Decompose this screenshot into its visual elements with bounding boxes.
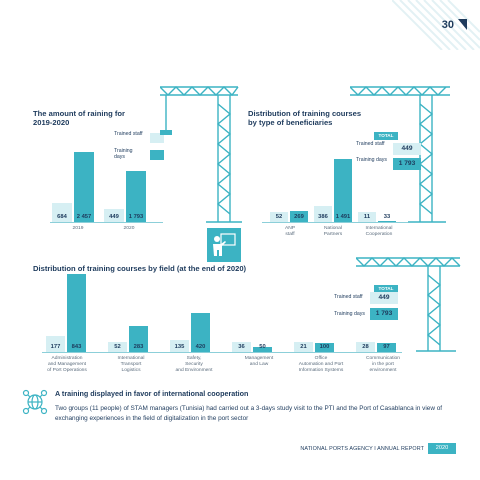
chart2-total-trained: 449: [393, 143, 421, 155]
chart-bar-training-days: [67, 274, 86, 352]
chart3-cat-communication: [356, 356, 410, 374]
chart-value-label: 52: [108, 342, 127, 352]
chart2-legend-days-label: Training days: [356, 157, 387, 163]
chart-value-label: 420: [191, 342, 210, 352]
footer-year-badge: 2020: [428, 443, 456, 454]
chart3-cat-management-line1: Management: [244, 356, 274, 361]
chart1-title: [33, 109, 125, 127]
chart2-cat-anp-line1: ANP: [284, 226, 296, 231]
chart-value-label: 135: [170, 342, 189, 352]
chart3-cat-administration: [36, 356, 98, 374]
chart2-axis: [262, 222, 408, 223]
chart1-title-line1: The amount of raining for: [33, 109, 125, 118]
chart-value-label: 36: [232, 342, 251, 352]
page-number: 30: [441, 19, 454, 31]
chart3-cat-administration-line2: and Management: [47, 362, 87, 367]
chart1-cat-2019: 2019: [72, 226, 84, 231]
chart1-title-line2: 2019-2020: [33, 118, 70, 127]
bottom-paragraph: Two groups (11 people) of STAM managers (Tunisia) had carried out a 3-days study visit to the PTI and the Port of Casablanca in view of exchanging experiences in the field of digitalization in the port sector: [55, 405, 443, 422]
chart-value-label: 50: [259, 344, 266, 350]
chart-value-label: 1 491: [335, 214, 351, 220]
chart-value-label: 21: [294, 342, 313, 352]
chart2-cat-international: [354, 226, 404, 238]
chart3-legend-trained-label: Trained staff: [334, 294, 363, 300]
chart1-axis: [50, 222, 163, 223]
chart3-cat-transport-line3: Logistics: [121, 368, 141, 373]
footer-text: NATIONAL PORTS AGENCY I ANNUAL REPORT: [300, 446, 424, 452]
chart2-cat-anp: [268, 226, 312, 238]
chart3-cat-office-line2: Automation and Port: [298, 362, 344, 367]
crane-icon: [356, 255, 462, 353]
chart3-cat-office-line3: Information Systems: [298, 368, 344, 373]
chart-value-label: 843: [67, 342, 86, 352]
chart-value-label: 52: [270, 212, 288, 222]
chart3-axis: [42, 352, 402, 353]
chart3-cat-communication-line3: environment: [369, 368, 397, 373]
chart-value-label: 684: [52, 212, 72, 222]
chart-value-label: 269: [294, 214, 304, 220]
chart2-title-line1: Distribution of training courses: [248, 109, 362, 118]
chart-value-label: 2 457: [74, 212, 94, 222]
chart3-cat-office-line1: Office: [314, 356, 328, 361]
chart-value-label: 11: [358, 212, 376, 222]
chart2-title: [248, 109, 361, 127]
chart-value-label: 97: [383, 344, 390, 350]
chart2-cat-international-line2: Cooperation: [365, 232, 393, 237]
chart2-cat-international-line1: International: [365, 226, 393, 231]
chart3-cat-administration-line3: of Port Operations: [47, 368, 87, 373]
bottom-heading: A training displayed in favor of international cooperation: [55, 389, 249, 398]
chart3-total-tag: TOTAL: [374, 285, 398, 293]
chart2-cat-anp-line2: staff: [285, 232, 295, 237]
teacher-icon: [207, 228, 241, 262]
chart2-legend-trained-label: Trained staff: [356, 141, 385, 147]
chart3-cat-transport-line1: International: [117, 356, 145, 361]
globe-network-icon: [22, 389, 48, 415]
chart-value-label: 449: [104, 212, 124, 222]
page-corner-triangle: [458, 19, 467, 30]
chart3-total-days: 1 793: [370, 308, 398, 320]
chart3-cat-communication-line2: in the port: [372, 362, 394, 367]
chart-value-label: 1 793: [126, 212, 146, 222]
chart2-total-tag: TOTAL: [374, 132, 398, 140]
chart3-cat-transport: [104, 356, 158, 374]
chart3-cat-transport-line2: Transport: [120, 362, 142, 367]
chart-value-label: 386: [314, 212, 332, 222]
chart3-cat-safety: [164, 356, 224, 374]
chart3-cat-management-line2: and Law: [249, 362, 269, 367]
chart1-legend-days-label: Training days: [114, 148, 133, 160]
chart-value-label: 100: [319, 344, 330, 350]
chart3-legend-days-label: Training days: [334, 311, 365, 317]
chart2-title-line2: by type of beneficiaries: [248, 118, 333, 127]
chart2-total-days: 1 793: [393, 158, 421, 170]
chart1-cat-2020: 2020: [123, 226, 135, 231]
chart2-cat-national: [311, 226, 355, 238]
chart1-legend-trained-label: Trained staff: [114, 131, 143, 137]
chart3-cat-office: [290, 356, 352, 374]
chart3-cat-management: [232, 356, 286, 368]
chart2-cat-national-line1: National: [324, 226, 342, 231]
chart3-cat-safety-line3: and Environment: [175, 368, 213, 373]
chart3-title: Distribution of training courses by field (at the end of 2020): [33, 264, 247, 273]
chart-value-label: 33: [383, 214, 391, 220]
chart3-total-trained: 449: [370, 292, 398, 304]
chart2-cat-national-line2: Partners: [323, 232, 343, 237]
crane-icon: [160, 84, 242, 224]
chart-value-label: 177: [46, 342, 65, 352]
chart3-cat-safety-line1: Safety,: [186, 356, 202, 361]
chart3-cat-safety-line2: Security: [185, 362, 203, 367]
chart-value-label: 28: [356, 342, 375, 352]
chart3-cat-administration-line1: Administration: [51, 356, 83, 361]
chart-value-label: 283: [129, 342, 148, 352]
chart3-cat-communication-line1: Communication: [366, 356, 400, 361]
